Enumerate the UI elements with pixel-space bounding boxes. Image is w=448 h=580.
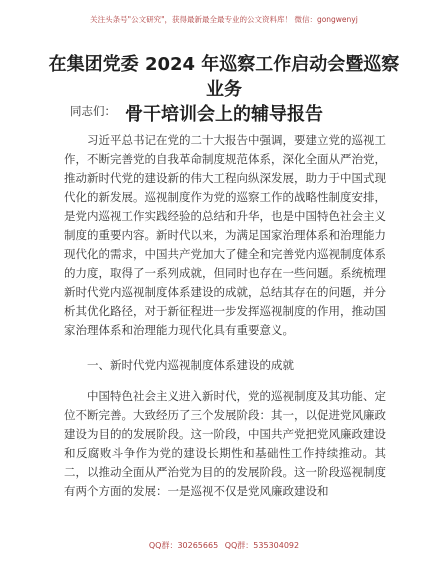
header-watermark-note: 关注头条号"公文研究"，获得最新最全最专业的公文资料库！ 微信：gongwenyj — [90, 15, 358, 24]
body-paragraph-1: 习近平总书记在党的二十大报告中强调，要建立党的巡视工作，不断完善党的自我革命制度规范体系，深化全面从严治党，推动新时代党的建设新的伟大工程向纵深发展，助力于中国式现代化的新发展。巡视制度作为党的巡察工作的战略性制度安排，是党内巡视工作实践经验的总结和升华，也是中国特色社会主义制度的重要内容。新时代以来，为满足国家治理体系和治理能力现代化的需求，中国共产党加大了健全和完善党内巡视制度体系的力度，取得了一系列成就，但同时也存在一些问题。系统梳理新时代党内巡视制度体系建设的成就，总结其存在的问题，并分析其优化路径，对于新征程进一步发挥巡视制度的作用，推动国家治理体系和治理能力现代化具有重要意义。 — [64, 133, 386, 337]
salutation: 同志们： — [70, 104, 116, 118]
footer-contact-note: QQ群：30265665 QQ群：535304092 — [148, 541, 300, 550]
section-heading-1: 一、新时代党内巡视制度体系建设的成就 — [87, 358, 294, 372]
document-body — [64, 131, 386, 501]
document-title-line-1: 在集团党委 2024 年巡察工作启动会暨巡察业务 — [48, 54, 400, 100]
body-paragraph-2: 中国特色社会主义进入新时代，党的巡视制度及其功能、定位不断完善。大致经历了三个发展阶段：其一，以促进党风廉政建设为目的的发展阶段。这一阶段，中国共产党把党风廉政建设和反腐败斗争作为党的建设长期性和基础性工作持续推动。其二，以推动全面从严治党为目的的发展阶段。这一阶段巡视制度有两个方面的发展：一是巡视不仅是党风廉政建设和 — [64, 389, 386, 498]
document-title-line-2: 骨干培训会上的辅导报告 — [125, 104, 323, 125]
